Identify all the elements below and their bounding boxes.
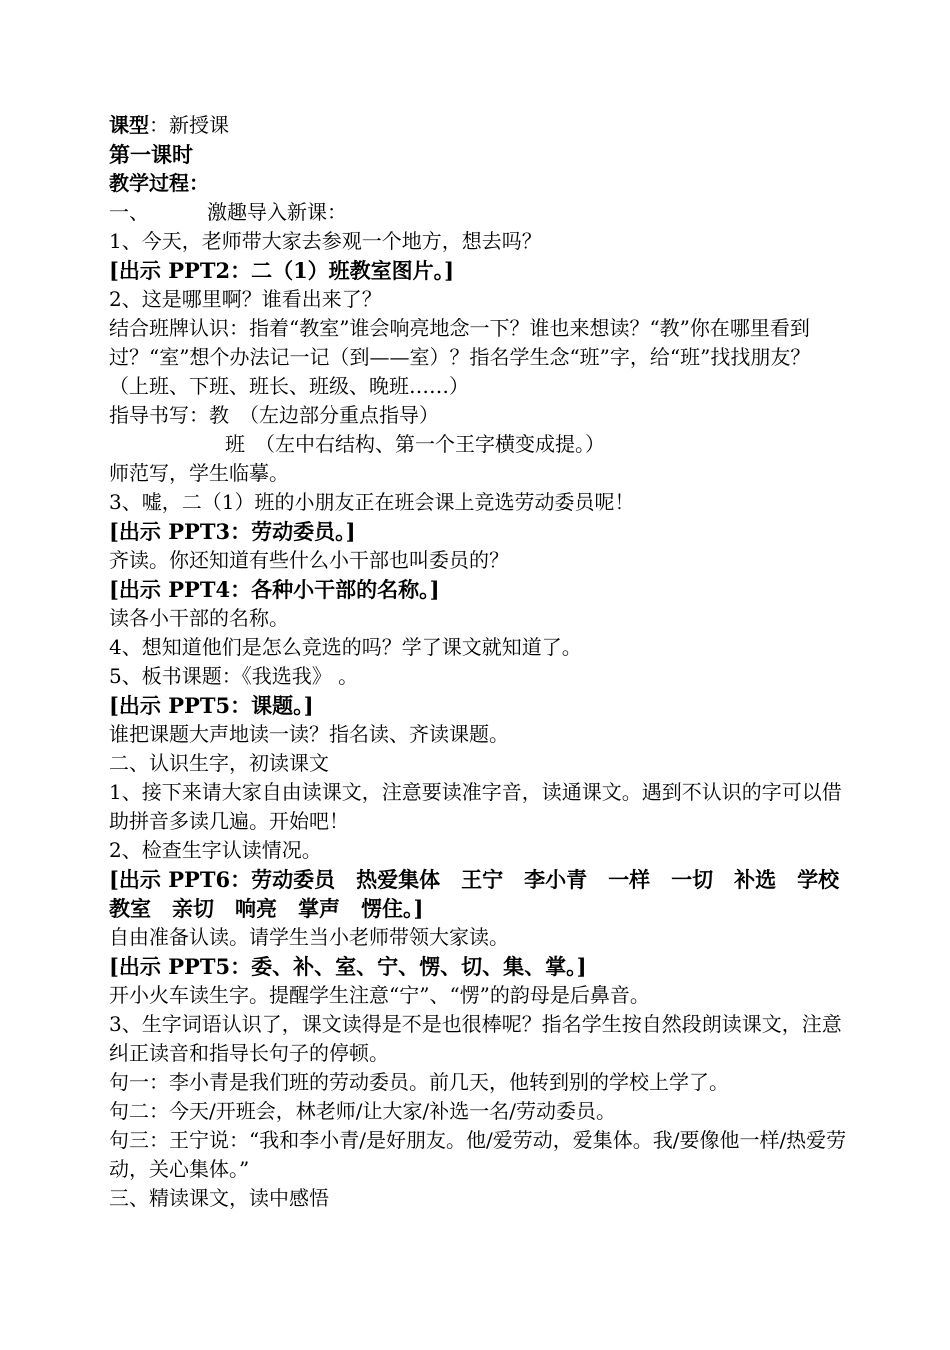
paragraph: 2、这是哪里啊？谁看出来了？ (109, 287, 382, 311)
section-two-title: 二、认识生字，初读课文 (109, 751, 329, 775)
section-three-title: 三、精读课文，读中感悟 (109, 1186, 329, 1210)
ppt-cue-6: [出示 PPT6：劳动委员 热爱集体 王宁 李小青 一样 一切 补选 学校 教室 亲切 响亮 掌声 愣住。] (109, 867, 861, 921)
writing-guide-note-2: （左中右结构、第一个王字横变成提。） (265, 432, 605, 456)
ppt-cue-5-title: [出示 PPT5：课题。] (109, 693, 314, 718)
paragraph-free-reading: 1、接下来请大家自由读课文，注意要读准字音，读通课文。遇到不认识的字可以借助拼音多读几遍。开始吧！ (109, 780, 842, 833)
paragraph-classroom-sign: 结合班牌认识：指着“教室”谁会响亮地念一下？谁也来想读？“教”你在哪里看到过？“室”想个办法记一记（到——室）？指名学生念“班”字，给“班”找找朋友？（上班、下班、班长、班级、晚班……） (109, 316, 811, 398)
sentence-three: 句三：王宁说：“我和李小青/是好朋友。他/爱劳动，爱集体。我/要像他一样/热爱劳动，关心集体。” (109, 1128, 847, 1181)
paragraph: 谁把课题大声地读一读？指名读、齐读课题。 (109, 722, 509, 746)
ppt-cue-4: [出示 PPT4：各种小干部的名称。] (109, 577, 440, 602)
lesson-type-label: 课型 (109, 113, 149, 137)
writing-guide-line-1 (109, 401, 849, 430)
section-one-text: 激趣导入新课： (207, 200, 347, 224)
paragraph: 1、今天，老师带大家去参观一个地方，想去吗？ (109, 229, 542, 253)
paragraph: 3、嘘，二（1）班的小朋友正在班会课上竞选劳动委员呢！ (109, 490, 635, 514)
period-heading: 第一课时 (109, 142, 193, 167)
paragraph: 师范写，学生临摹。 (109, 461, 289, 485)
paragraph: 开小火车读生字。提醒学生注意“宁”、“愣”的韵母是后鼻音。 (109, 983, 650, 1007)
writing-guide-line-2 (109, 430, 849, 459)
lesson-type-line: 课型：新授课 (109, 113, 229, 137)
paragraph: 5、板书课题：《我选我》 。 (109, 664, 359, 688)
sentence-one: 句一：李小青是我们班的劳动委员。前几天，他转到别的学校上学了。 (109, 1070, 729, 1094)
lesson-type-value: 新授课 (169, 113, 229, 137)
paragraph: 齐读。你还知道有些什么小干部也叫委员的？ (109, 548, 509, 572)
paragraph: 读各小干部的名称。 (109, 606, 289, 630)
writing-guide-char-2: 班 (225, 432, 245, 456)
writing-guide-note-1: （左边部分重点指导） (249, 403, 439, 427)
section-one-title (109, 198, 849, 227)
ppt-cue-3: [出示 PPT3：劳动委员。] (109, 519, 356, 544)
sentence-two: 句二：今天/开班会，林老师/让大家/补选一名/劳动委员。 (109, 1099, 616, 1123)
section-one-number: 一、 (109, 200, 149, 224)
ppt-cue-2: [出示 PPT2：二（1）班教室图片。] (109, 258, 455, 283)
ppt-cue-5-characters: [出示 PPT5：委、补、室、宁、愣、切、集、掌。] (109, 954, 587, 979)
document-body (109, 111, 861, 1213)
process-heading: 教学过程： (109, 171, 209, 195)
paragraph-reading-aloud: 3、生字词语认识了，课文读得是不是也很棒呢？指名学生按自然段朗读课文，注意纠正读音和指导长句子的停顿。 (109, 1012, 842, 1065)
paragraph: 4、想知道他们是怎么竞选的吗？学了课文就知道了。 (109, 635, 582, 659)
paragraph: 自由准备认读。请学生当小老师带领大家读。 (109, 925, 509, 949)
writing-guide-char-1: 指导书写：教 (109, 403, 229, 427)
paragraph: 2、检查生字认读情况。 (109, 838, 322, 862)
